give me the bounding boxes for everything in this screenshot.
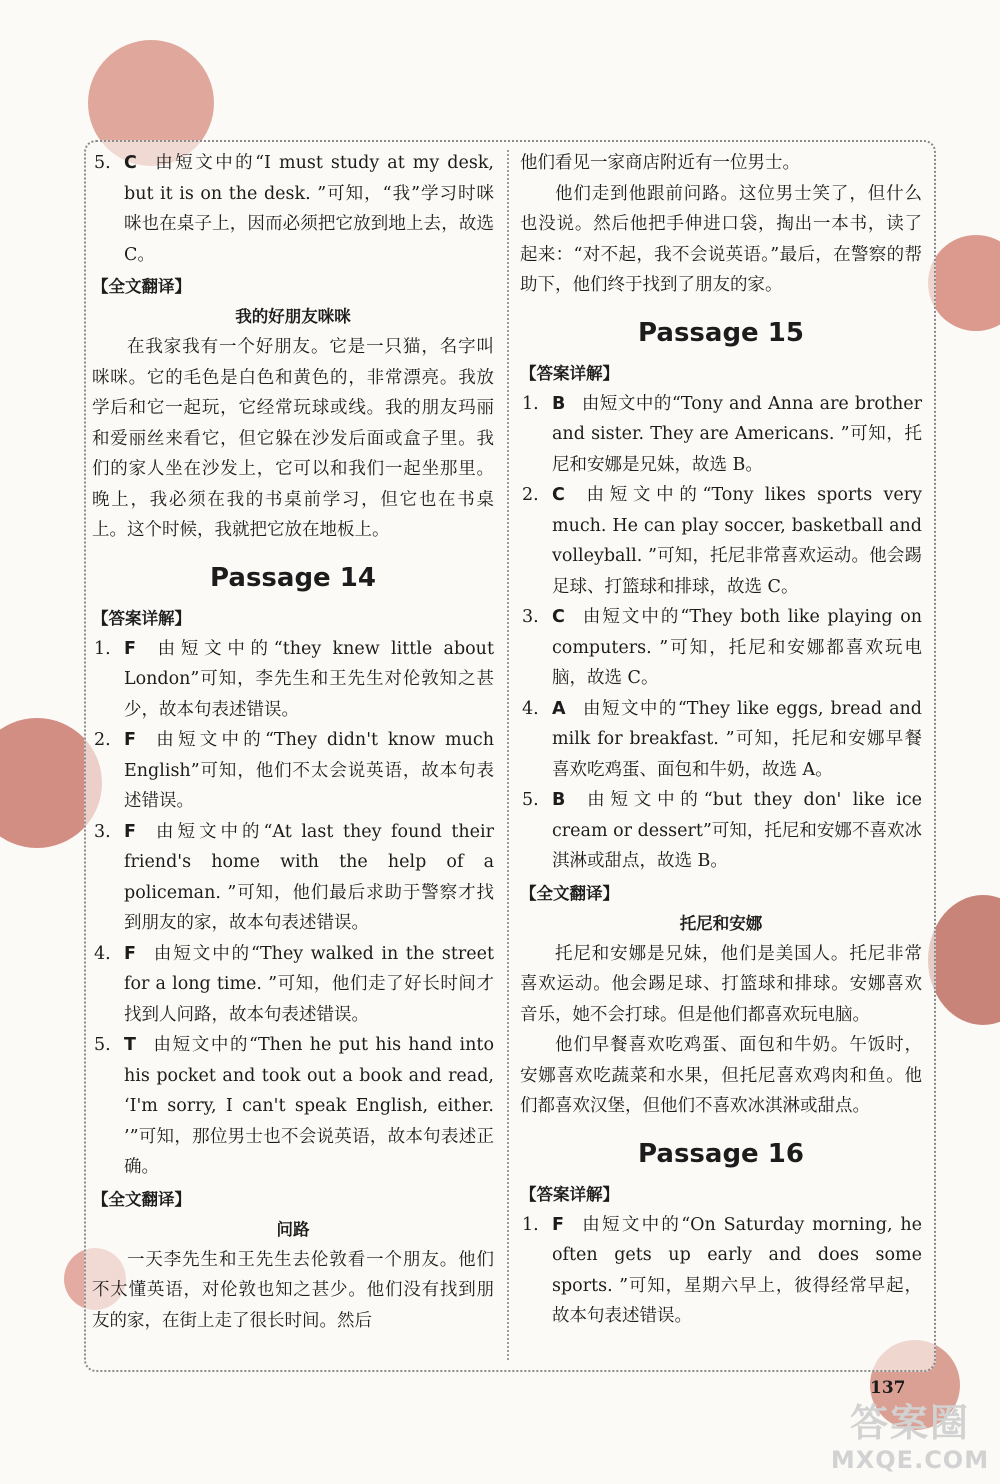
item-number: 5.: [522, 790, 539, 810]
section-tag: 【答案详解】: [520, 363, 619, 383]
answer-item: [520, 785, 922, 877]
left-column: [92, 148, 494, 1336]
answer-explanation: 由短文中的“On Saturday morning, he often gets up early and does some sports. ”可知，星期六早上，彼得经常早起，故本句表述错误。: [552, 1214, 922, 1326]
answer-explanation: 由短文中的“Then he put his hand into his pocket and took out a book and read, ‘I'm sorry, I can't speak English, either. ’”可知，那位男士也不会说英语，故本句表述正确。: [124, 1035, 494, 1177]
answer-item: [92, 817, 494, 939]
right-column: [520, 148, 922, 1332]
answer-explanation: 由短文中的“They didn't know much English”可知，他们不太会说英语，故本句表述错误。: [124, 730, 494, 811]
translation-paragraph: 他们早餐喜欢吃鸡蛋、面包和牛奶。午饭时，安娜喜欢吃蔬菜和水果，但托尼喜欢鸡肉和鱼。他们都喜欢汉堡，但他们不喜欢冰淇淋或甜点。: [520, 1035, 922, 1116]
answer-item: [92, 1030, 494, 1183]
answer-item: [520, 602, 922, 694]
answer-key: F: [124, 730, 136, 750]
answer-item: [92, 725, 494, 817]
translation-paragraph: 托尼和安娜是兄妹，他们是美国人。托尼非常喜欢运动。他会踢足球、打篮球和排球。安娜喜欢音乐，她不会打球。但是他们都喜欢玩电脑。: [520, 943, 922, 1025]
watermark-url: MXQE.COM: [830, 1446, 990, 1474]
answer-key: F: [552, 1214, 564, 1235]
passage-title: Passage 15: [638, 317, 804, 348]
answer-explanation: 由短文中的“They both like playing on computers. ”可知，托尼和安娜都喜欢玩电脑，故选 C。: [552, 607, 922, 688]
section-tag: 【全文翻译】: [92, 1189, 191, 1209]
item-number: 1.: [94, 638, 111, 659]
translation-paragraph: 一天李先生和王先生去伦敦看一个朋友。他们不太懂英语，对伦敦也知之甚少。他们没有找到朋友的家，在街上走了很长时间。然后: [92, 1249, 494, 1331]
item-number: 3.: [94, 821, 111, 842]
answer-explanation: 由短文中的“but they don' like ice cream or dessert”可知，托尼和安娜不喜欢冰淇淋或甜点，故选 B。: [552, 790, 922, 871]
answer-explanation: 由短文中的“Tony and Anna are brother and sister. They are Americans. ”可知，托尼和安娜是兄妹，故选 B。: [552, 393, 922, 475]
answer-item: [520, 480, 922, 602]
decorative-circle-right-middle: [928, 895, 1000, 1025]
item-number: 4.: [522, 698, 539, 719]
answer-explanation: 由短文中的“At last they found their friend's home with the help of a policeman. ”可知，他们最后求助于警察才找到朋友的家，故本句表述错误。: [124, 821, 494, 933]
answer-item: [520, 1210, 922, 1332]
section-tag: 【全文翻译】: [92, 277, 191, 296]
answer-item: [92, 148, 494, 270]
translation-title: 托尼和安娜: [679, 913, 763, 933]
item-number: 2.: [522, 485, 539, 505]
answer-key: B: [552, 393, 566, 414]
section-tag: 【答案详解】: [92, 608, 191, 628]
answer-item: [92, 939, 494, 1031]
translation-paragraph: 他们看见一家商店附近有一位男士。: [520, 153, 800, 173]
answer-item: [520, 694, 922, 786]
item-number: 3.: [522, 607, 539, 627]
answer-key: T: [124, 1035, 136, 1055]
answer-key: B: [552, 790, 566, 810]
item-number: 1.: [522, 393, 539, 414]
answer-key: C: [552, 607, 565, 627]
item-number: 5.: [94, 1035, 111, 1055]
answer-explanation: 由短文中的“Tony likes sports very much. He can play soccer, basketball and volleyball. ”可知，托尼非常喜欢运动。他会踢足球、打篮球和排球，故选 C。: [552, 485, 922, 597]
watermark-logo: [820, 1400, 1000, 1484]
item-number: 5.: [94, 153, 111, 173]
answer-item: [92, 634, 494, 726]
section-tag: 【全文翻译】: [520, 883, 619, 903]
translation-title: 我的好朋友咪咪: [235, 307, 351, 326]
answer-key: A: [552, 698, 566, 719]
answer-item: [520, 389, 922, 481]
item-number: 2.: [94, 730, 111, 750]
translation-title: 问路: [276, 1219, 310, 1239]
item-number: 1.: [522, 1214, 539, 1235]
column-divider: [507, 150, 509, 1360]
answer-key: C: [552, 485, 565, 505]
passage-title: Passage 16: [638, 1138, 804, 1169]
answer-explanation: 由短文中的“They like eggs, bread and milk for breakfast. ”可知，托尼和安娜早餐喜欢吃鸡蛋、面包和牛奶，故选 A。: [552, 698, 922, 780]
item-number: 4.: [94, 943, 111, 964]
answer-key: F: [124, 638, 136, 659]
watermark-text: 答案圈: [849, 1401, 970, 1445]
translation-paragraph: 他们走到他跟前问路。这位男士笑了，但什么也没说。然后他把手伸进口袋，掏出一本书，读了起来：“对不起，我不会说英语。”最后，在警察的帮助下，他们终于找到了朋友的家。: [520, 183, 922, 295]
answer-key: C: [124, 153, 137, 173]
answer-key: F: [124, 943, 136, 964]
translation-paragraph: 在我家我有一个好朋友。它是一只猫，名字叫咪咪。它的毛色是白色和黄色的，非常漂亮。我放学后和它一起玩，它经常玩球或线。我的朋友玛丽和爱丽丝来看它，但它躲在沙发后面或盒子里。我们的家人坐在沙发上，它可以和我们一起坐那里。晚上，我必须在我的书桌前学习，但它也在书桌上。这个时候，我就把它放在地板上。: [92, 337, 494, 540]
section-tag: 【答案详解】: [520, 1184, 619, 1204]
answer-explanation: 由短文中的“they knew little about London”可知，李先生和王先生对伦敦知之甚少，故本句表述错误。: [124, 638, 494, 720]
page-number: 137: [870, 1378, 906, 1398]
passage-title: Passage 14: [210, 562, 376, 593]
answer-explanation: 由短文中的“I must study at my desk, but it is on the desk. ”可知，“我”学习时咪咪也在桌子上，因而必须把它放到地上去，故选 C。: [124, 153, 494, 265]
decorative-circle-right-upper: [928, 235, 1000, 331]
answer-explanation: 由短文中的“They walked in the street for a long time. ”可知，他们走了好长时间才找到人问路，故本句表述错误。: [124, 943, 494, 1025]
answer-key: F: [124, 821, 136, 842]
